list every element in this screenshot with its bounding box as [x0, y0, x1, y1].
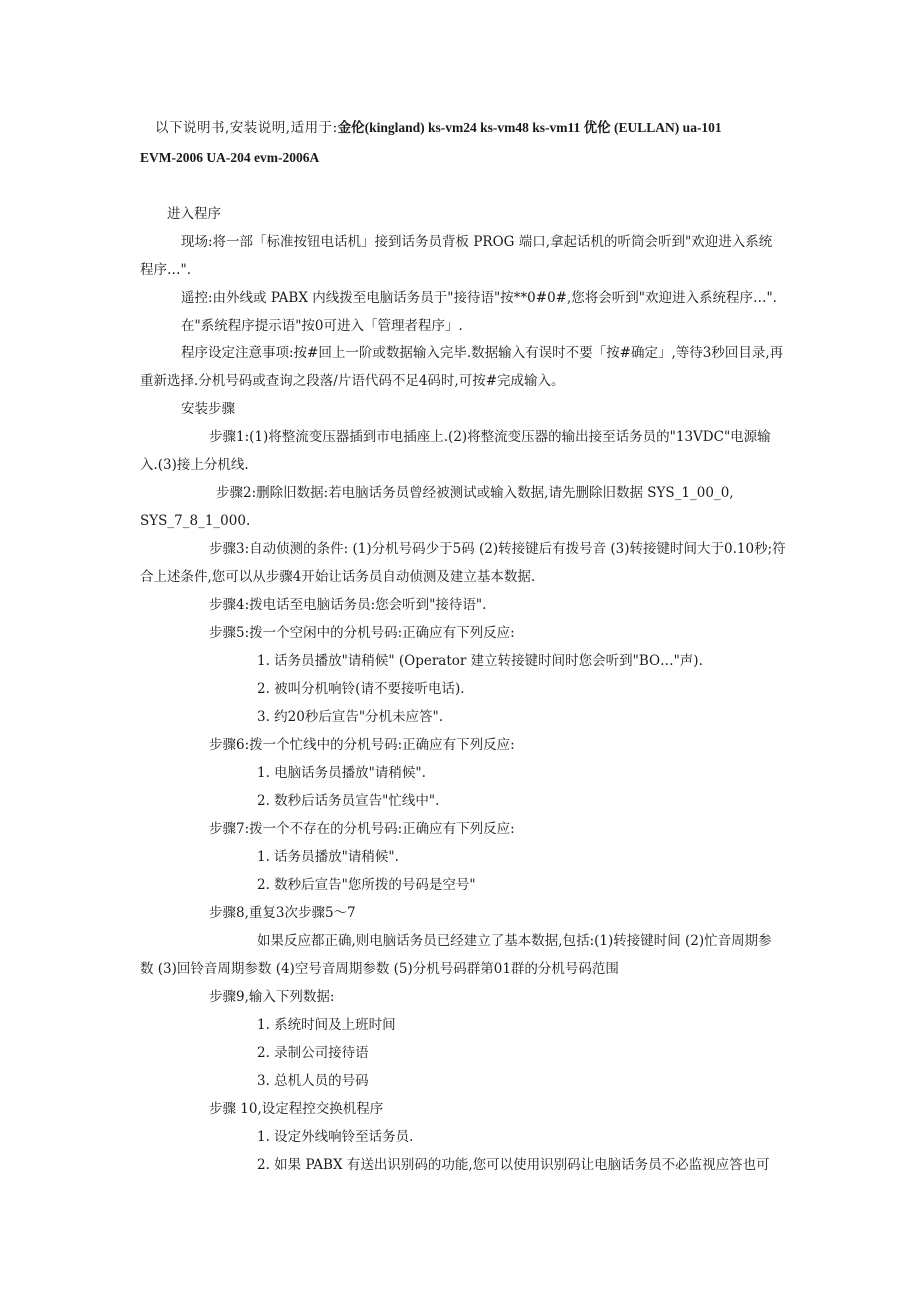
admin-instruction: 在"系统程序提示语"按0可进入「管理者程序」. [181, 318, 463, 334]
step-7-item: 2. 数秒后宣告"您所拨的号码是空号" [257, 877, 476, 893]
intro-prefix: 以下说明书,安装说明,适用于: [155, 120, 338, 136]
step-6-item: 2. 数秒后话务员宣告"忙线中". [257, 793, 440, 809]
site-instruction-line-2: 程序…". [140, 262, 192, 278]
step-5-item: 2. 被叫分机响铃(请不要接听电话). [257, 681, 465, 697]
intro-models-line-1: 金伦(kingland) ks-vm24 ks-vm48 ks-vm11 优伦 (EULLAN) ua-101 [337, 120, 722, 135]
program-notes-line-2: 重新选择.分机号码或查询之段落/片语代码不足4码时,可按#完成输入。 [140, 373, 565, 389]
remote-instruction: 遥控:由外线或 PABX 内线拨至电脑话务员于"接待语"按**0#0#,您将会听到"欢迎进入系统程序…". [181, 290, 777, 306]
program-notes-line-1: 程序设定注意事项:按#回上一阶或数据输入完毕.数据输入有误时不要「按#确定」,等待3秒回目录,再 [181, 345, 784, 361]
step-5-item: 3. 约20秒后宣告"分机未应答". [257, 709, 444, 725]
step-2-line-2: SYS_7_8_1_000. [140, 513, 251, 529]
intro-models-line-2: EVM-2006 UA-204 evm-2006A [140, 150, 320, 165]
step-10-item: 2. 如果 PABX 有送出识别码的功能,您可以使用识别码让电脑话务员不必监视应答也可 [257, 1157, 770, 1173]
step-5-item: 1. 话务员播放"请稍候" (Operator 建立转接键时间时您会听到"BO…"声). [257, 653, 703, 669]
step-5-title: 步骤5:拨一个空闲中的分机号码:正确应有下列反应: [209, 625, 515, 641]
step-7-title: 步骤7:拨一个不存在的分机号码:正确应有下列反应: [209, 821, 515, 837]
step-9-item: 2. 录制公司接待语 [257, 1045, 369, 1061]
step-3-line-1: 步骤3:自动侦测的条件: (1)分机号码少于5码 (2)转接键后有拨号音 (3)转接键时间大于0.10秒;符 [209, 541, 786, 557]
step-1-line-1: 步骤1:(1)将整流变压器插到市电插座上.(2)将整流变压器的输出接至话务员的"13VDC"电源输 [209, 429, 771, 445]
step-2-line-1: 步骤2:删除旧数据:若电脑话务员曾经被测试或输入数据,请先删除旧数据 SYS_1_00_0, [216, 485, 734, 501]
result-line-2: 数 (3)回铃音周期参数 (4)空号音周期参数 (5)分机号码群第01群的分机号码范围 [140, 961, 619, 977]
step-4: 步骤4:拨电话至电脑话务员:您会听到"接待语". [209, 597, 487, 613]
result-line-1: 如果反应都正确,则电脑话务员已经建立了基本数据,包括:(1)转接键时间 (2)忙音周期参 [257, 933, 772, 949]
site-instruction-line-1: 现场:将一部「标准按钮电话机」接到话务员背板 PROG 端口,拿起话机的听筒会听到"欢迎进入系统 [181, 234, 773, 250]
step-9-item: 3. 总机人员的号码 [257, 1073, 369, 1089]
step-7-item: 1. 话务员播放"请稍候". [257, 849, 399, 865]
step-8: 步骤8,重复3次步骤5～7 [209, 905, 356, 921]
step-3-line-2: 合上述条件,您可以从步骤4开始让话务员自动侦测及建立基本数据. [140, 569, 536, 585]
step-10-title: 步骤 10,设定程控交换机程序 [209, 1101, 384, 1117]
step-10-item: 1. 设定外线响铃至话务员. [257, 1129, 414, 1145]
step-6-item: 1. 电脑话务员播放"请稍候". [257, 765, 426, 781]
section-heading-enter-program: 进入程序 [167, 206, 221, 222]
step-9-item: 1. 系统时间及上班时间 [257, 1017, 396, 1033]
step-1-line-2: 入.(3)接上分机线. [140, 457, 249, 473]
step-9-title: 步骤9,输入下列数据: [209, 989, 335, 1005]
intro-line-1 [155, 118, 722, 138]
section-heading-install: 安装步骤 [181, 401, 235, 417]
step-6-title: 步骤6:拨一个忙线中的分机号码:正确应有下列反应: [209, 737, 515, 753]
